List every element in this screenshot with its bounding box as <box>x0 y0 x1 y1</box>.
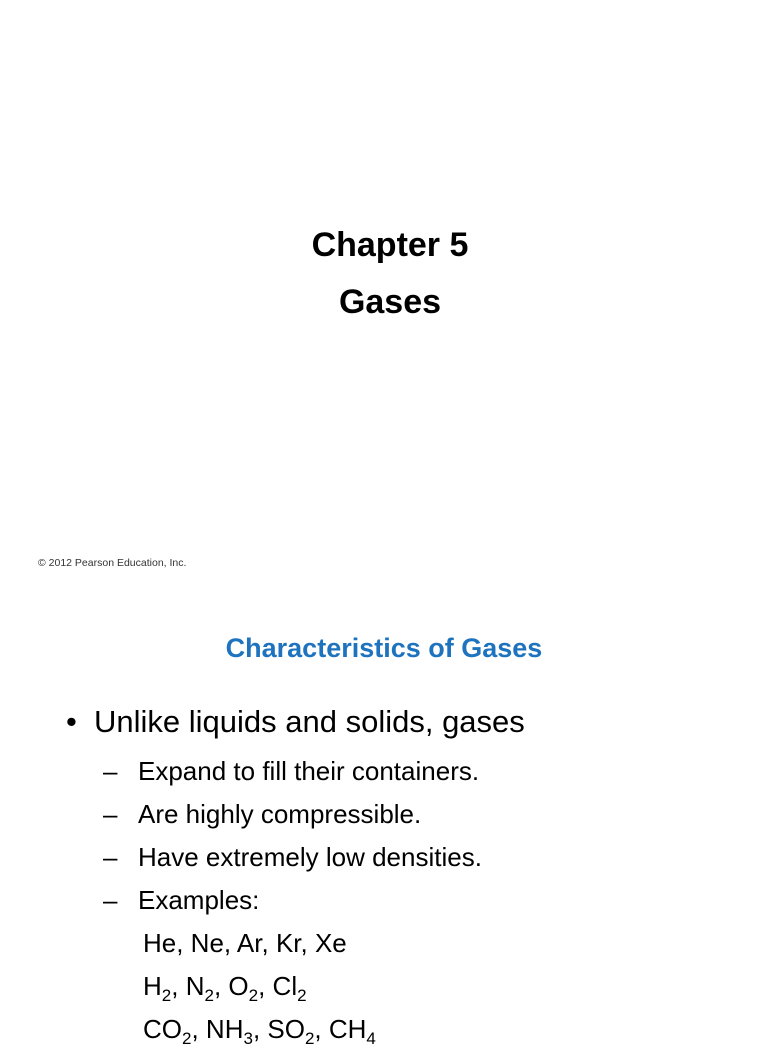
sub-bullet-item <box>103 793 482 836</box>
sub-bullet-text: Expand to fill their containers. <box>138 756 480 786</box>
main-bullet-text: Unlike liquids and solids, gases <box>94 704 525 739</box>
dash-icon: – <box>103 756 118 786</box>
sub-bullet-text: Are highly compressible. <box>138 799 422 829</box>
sub-bullet-item <box>103 879 482 922</box>
chapter-subtitle: Gases <box>338 283 442 321</box>
content-slide <box>0 576 768 1048</box>
formula-subscript: 4 <box>366 1029 376 1048</box>
formula-text: , N <box>171 971 205 1001</box>
sub-bullet-list <box>103 750 482 922</box>
sub-bullet-text: Examples: <box>138 885 260 915</box>
sub-bullet-item <box>103 836 482 879</box>
formula-subscript: 2 <box>204 986 214 1005</box>
formula-subscript: 2 <box>182 1029 192 1048</box>
bullet-icon: • <box>66 704 77 739</box>
formula-subscript: 2 <box>161 986 172 1005</box>
formula-text: , O <box>213 971 249 1001</box>
formula-text: CO <box>143 1014 182 1044</box>
sub-bullet-text: Have extremely low densities. <box>138 842 482 872</box>
formula-text: , CH <box>314 1014 367 1044</box>
slide-title: Characteristics of Gases <box>225 633 543 663</box>
copyright-notice: © 2012 Pearson Education, Inc. <box>38 557 187 569</box>
dash-icon: – <box>103 885 118 915</box>
formula-text: , NH <box>191 1014 244 1044</box>
main-bullet <box>66 703 525 741</box>
example-line <box>143 965 376 1008</box>
formula-text: , Cl <box>258 971 298 1001</box>
example-formulas <box>143 922 376 1051</box>
formula-text: , SO <box>252 1014 305 1044</box>
dash-icon: – <box>103 799 118 829</box>
formula-text: H <box>143 971 162 1001</box>
formula-subscript: 2 <box>248 986 259 1005</box>
example-line <box>143 1008 376 1051</box>
example-line <box>143 922 376 965</box>
chapter-title: Chapter 5 <box>311 226 469 264</box>
dash-icon: – <box>103 842 118 872</box>
formula-subscript: 2 <box>304 1029 315 1048</box>
formula-subscript: 2 <box>297 986 307 1005</box>
formula-subscript: 3 <box>243 1029 253 1048</box>
sub-bullet-item <box>103 750 482 793</box>
formula-text: He, Ne, Ar, Kr, Xe <box>143 928 347 958</box>
